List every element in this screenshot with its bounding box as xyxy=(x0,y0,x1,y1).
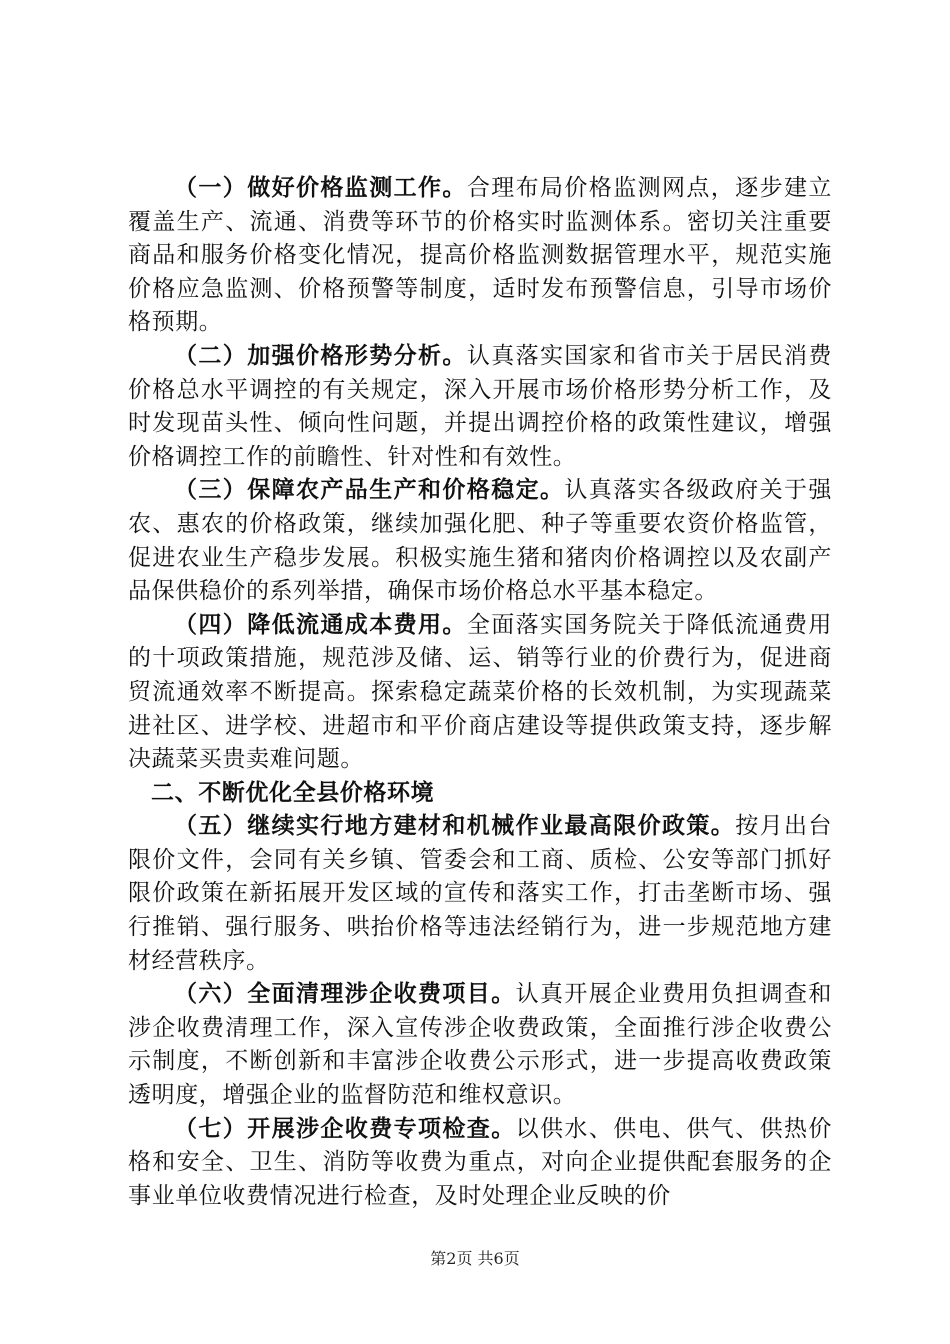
paragraph-5-text: 按月出台限价文件，会同有关乡镇、管委会和工商、质检、公安等部门抓好限价政策在新拓展开发区域的宣传和落实工作，打击垄断市场、强行推销、强行服务、哄抬价格等违法经销行为，进一步规范地方建材经营秩序。 xyxy=(128,813,832,974)
paragraph-7-heading: （七）开展涉企收费专项检查。 xyxy=(174,1115,516,1142)
paragraph-1-text: 合理布局价格监测网点，逐步建立覆盖生产、流通、消费等环节的价格实时监测体系。密切关注重要商品和服务价格变化情况，提高价格监测数据管理水平，规范实施价格应急监测、价格预警等制度，适时发布预警信息，引导市场价格预期。 xyxy=(128,175,833,336)
paragraph-2 xyxy=(128,340,832,474)
paragraph-4 xyxy=(128,609,832,777)
section-heading: 二、不断优化全县价格环境 xyxy=(151,779,435,806)
paragraph-1 xyxy=(128,172,832,340)
paragraph-3-heading: （三）保障农产品生产和价格稳定。 xyxy=(174,477,565,504)
paragraph-3-text: 认真落实各级政府关于强农、惠农的价格政策，继续加强化肥、种子等重要农资价格监管，促进农业生产稳步发展。积极实施生猪和猪肉价格调控以及农副产品保供稳价的系列举措，确保市场价格总水平基本稳定。 xyxy=(128,477,832,605)
paragraph-6 xyxy=(128,978,832,1112)
paragraph-4-text: 全面落实国务院关于降低流通费用的十项政策措施，规范涉及储、运、销等行业的价费行为，促进商贸流通效率不断提高。探索稳定蔬菜价格的长效机制，为实现蔬菜进社区、进学校、进超市和平价商店建设等提供政策支持，逐步解决蔬菜买贵卖难问题。 xyxy=(128,611,833,773)
paragraph-5 xyxy=(128,810,832,978)
paragraph-2-text: 认真落实国家和省市关于居民消费价格总水平调控的有关规定，深入开展市场价格形势分析工作，及时发现苗头性、倾向性问题，并提出调控价格的政策性建议，增强价格调控工作的前瞻性、针对性和有效性。 xyxy=(128,342,833,470)
paragraph-1-heading: （一）做好价格监测工作。 xyxy=(174,175,467,201)
paragraph-7 xyxy=(128,1113,832,1214)
paragraph-4-heading: （四）降低流通成本费用。 xyxy=(174,611,467,638)
page-number-footer: 第2页 共6页 xyxy=(430,1249,520,1268)
paragraph-6-text: 认真开展企业费用负担调查和涉企收费清理工作，深入宣传涉企收费政策，全面推行涉企收费公示制度，不断创新和丰富涉企收费公示形式，进一步提高收费政策透明度，增强企业的监督防范和维权意识。 xyxy=(128,981,832,1109)
paragraph-2-heading: （二）加强价格形势分析。 xyxy=(174,342,467,369)
paragraph-3 xyxy=(128,474,832,608)
document-body xyxy=(128,172,832,1213)
paragraph-6-heading: （六）全面清理涉企收费项目。 xyxy=(174,981,516,1008)
paragraph-7-text: 以供水、供电、供气、供热价格和安全、卫生、消防等收费为重点，对向企业提供配套服务的企事业单位收费情况进行检查，及时处理企业反映的价 xyxy=(128,1115,832,1209)
paragraph-5-heading: （五）继续实行地方建材和机械作业最高限价政策。 xyxy=(174,813,736,840)
